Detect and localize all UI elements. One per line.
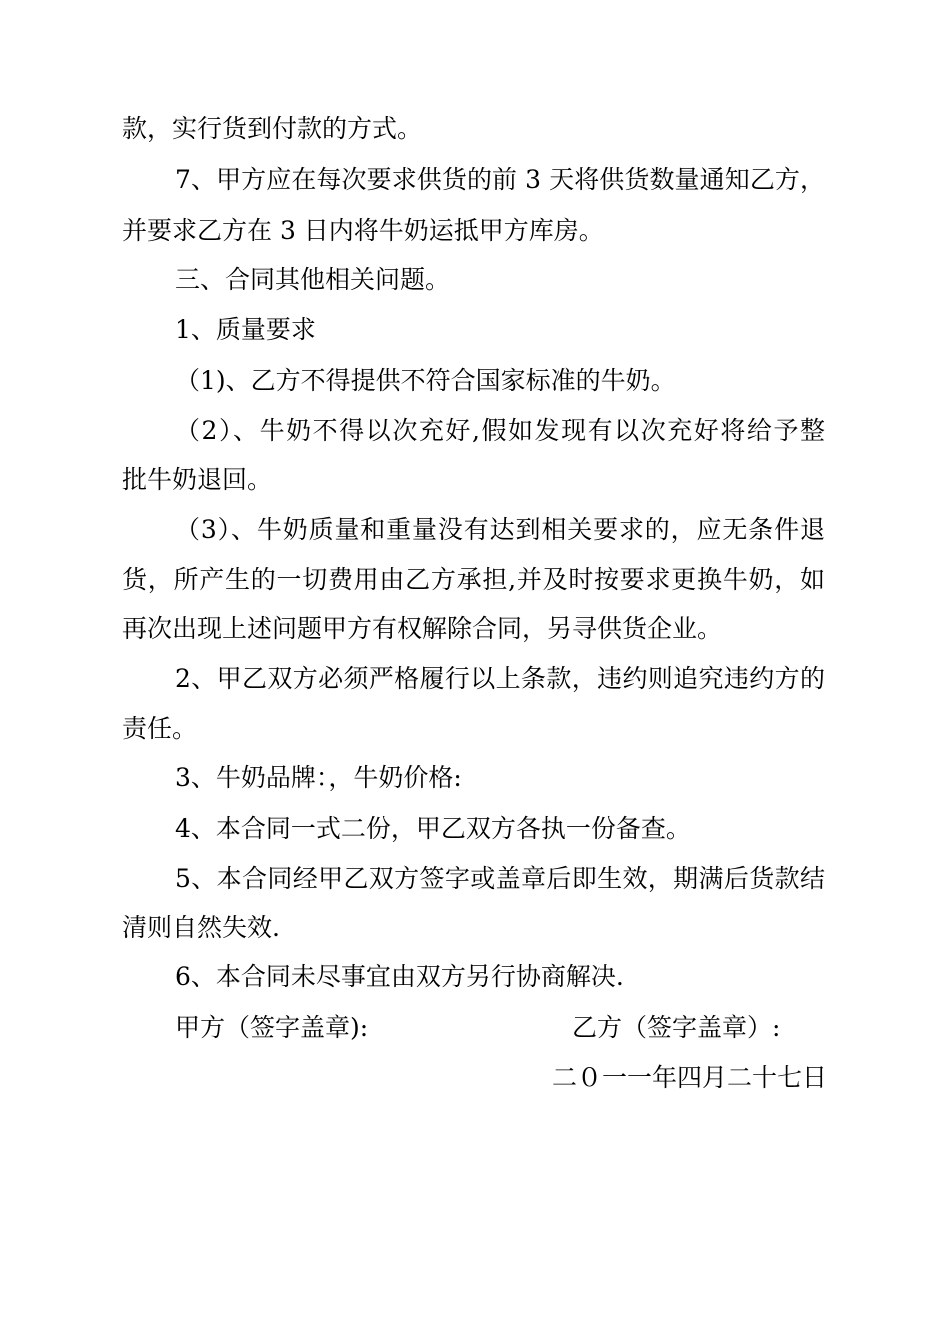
paragraph-line: （1)、乙方不得提供不符合国家标准的牛奶。 [175, 366, 676, 395]
paragraph-line: （3）、牛奶质量和重量没有达到相关要求的，应无条件退 [175, 515, 825, 544]
paragraph-line: 责任。 [122, 714, 198, 743]
subsection-heading: 1、质量要求 [175, 315, 316, 344]
paragraph-line: 再次出现上述问题甲方有权解除合同，另寻供货企业。 [122, 614, 723, 643]
paragraph-line: 5、本合同经甲乙双方签字或盖章后即生效，期满后货款结 [175, 864, 825, 893]
paragraph-line: 款，实行货到付款的方式。 [122, 114, 423, 143]
paragraph-line: 4、本合同一式二份，甲乙双方各执一份备查。 [175, 814, 691, 843]
paragraph-line: 2、甲乙双方必须严格履行以上条款，违约则追究违约方的 [175, 664, 825, 693]
paragraph-line: 批牛奶退回。 [122, 465, 273, 494]
paragraph-line: 3、牛奶品牌：，牛奶价格: [175, 763, 462, 792]
party-a-signature: 甲方（签字盖章): [175, 1013, 369, 1042]
paragraph-line: 6、本合同未尽事宜由双方另行协商解决. [175, 962, 624, 991]
paragraph-line: 7、甲方应在每次要求供货的前 3 天将供货数量通知乙方， [175, 165, 825, 194]
paragraph-line: 并要求乙方在 3 日内将牛奶运抵甲方库房。 [122, 216, 604, 245]
section-heading: 三、合同其他相关问题。 [175, 265, 451, 294]
party-b-signature: 乙方（签字盖章）: [572, 1013, 781, 1042]
paragraph-line: （2）、牛奶不得以次充好,假如发现有以次充好将给予整 [175, 416, 825, 445]
paragraph-line: 清则自然失效. [122, 913, 280, 942]
paragraph-line: 货，所产生的一切费用由乙方承担,并及时按要求更换牛奶，如 [122, 565, 825, 594]
signing-date: 二０一一年四月二十七日 [552, 1063, 828, 1092]
